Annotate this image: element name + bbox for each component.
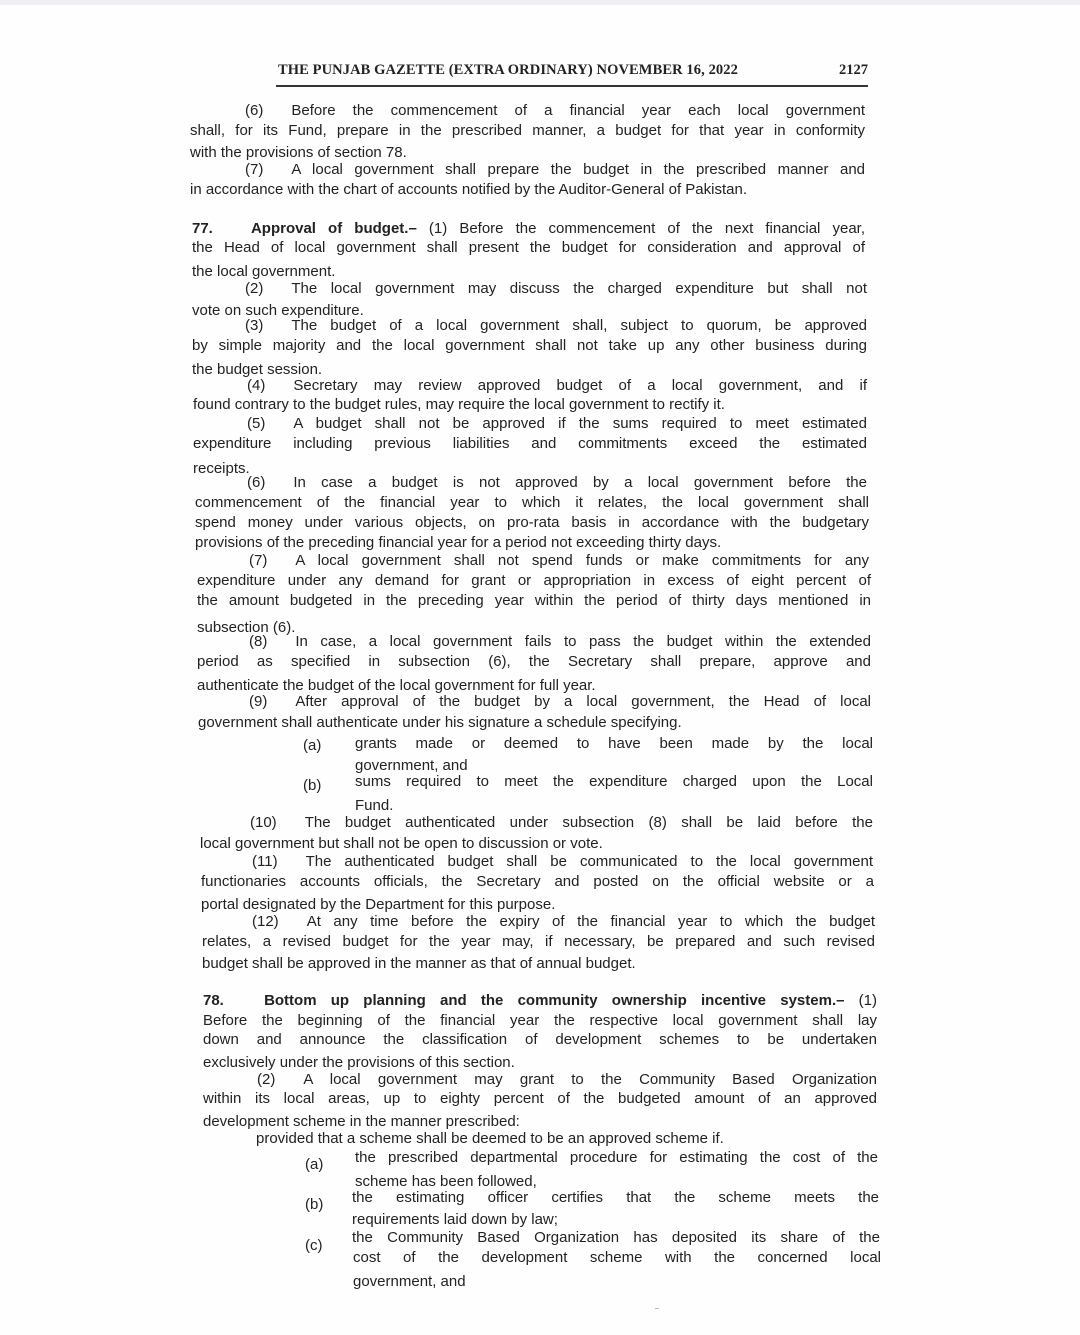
subsection-text: The budget of a local government shall, subject to quorum, be approved <box>291 317 867 334</box>
text-line <box>245 316 867 335</box>
text-line: authenticate the budget of the local government for full year. <box>197 677 596 694</box>
text-line <box>249 551 869 570</box>
text-line: Before the beginning of the financial year the respective local government shall lay <box>203 1012 877 1029</box>
text-line: subsection (6). <box>197 619 296 636</box>
subsection-marker: (10) <box>250 814 277 831</box>
subsection-marker: (2) <box>257 1071 276 1088</box>
subsection-text: A local government shall not spend funds or make commitments for any <box>295 552 869 569</box>
subsection-text: In case a budget is not approved by a local government before the <box>293 474 867 491</box>
text-line <box>247 473 867 492</box>
subsection-marker: (3) <box>245 317 264 334</box>
section-text: (1) <box>844 992 877 1009</box>
subsection-text: Before the commencement of a financial year each local government <box>291 102 865 119</box>
text-line <box>247 414 867 433</box>
text-line <box>252 912 875 931</box>
subsection-marker: (4) <box>247 377 266 394</box>
subsection-marker: (8) <box>249 633 268 650</box>
text-line: relates, a revised budget for the year may, if necessary, be prepared and such revised <box>202 933 875 950</box>
subsection-text: At any time before the expiry of the financial year to which the budget <box>306 913 875 930</box>
text-line: scheme has been followed, <box>355 1173 537 1190</box>
text-line: shall, for its Fund, prepare in the prescribed manner, a budget for that year in conformity <box>190 122 865 139</box>
text-line: spend money under various objects, on pro-rata basis in accordance with the budgetary <box>195 514 869 531</box>
text-line <box>250 813 873 832</box>
text-line: exclusively under the provisions of this section. <box>203 1054 515 1071</box>
text-line <box>247 376 867 395</box>
text-line: the Community Based Organization has deposited its share of the <box>352 1229 880 1246</box>
text-line: in accordance with the chart of accounts notified by the Auditor-General of Pakistan. <box>190 181 747 198</box>
section-heading: Approval of budget.– <box>250 220 417 237</box>
text-line <box>192 219 865 238</box>
text-line: government, and <box>353 1273 466 1290</box>
subsection-text: The budget authenticated under subsection (8) shall be laid before the <box>304 814 873 831</box>
text-line <box>257 1070 877 1089</box>
text-line: sums required to meet the expenditure charged upon the Local <box>355 773 873 790</box>
subsection-marker: (11) <box>252 853 278 870</box>
text-line: local government but shall not be open to discussion or vote. <box>200 835 603 852</box>
text-line: the Head of local government shall present the budget for consideration and approval of <box>192 239 865 256</box>
text-line: the amount budgeted in the preceding year within the period of thirty days mentioned in <box>197 592 871 609</box>
text-line <box>245 160 865 179</box>
subsection-text: After approval of the budget by a local government, the Head of local <box>295 693 871 710</box>
text-line: receipts. <box>193 460 250 477</box>
text-line <box>249 632 871 651</box>
text-line: Fund. <box>355 797 394 814</box>
text-line: provisions of the preceding financial year for a period not exceeding thirty days. <box>195 534 722 551</box>
section-number: 78. <box>203 992 239 1009</box>
scan-speck <box>655 1308 659 1309</box>
subsection-text: A local government shall prepare the budget in the prescribed manner and <box>291 161 865 178</box>
text-line <box>245 101 865 120</box>
text-line <box>249 692 871 711</box>
text-line: budget shall be approved in the manner as that of annual budget. <box>202 955 636 972</box>
subsection-text: The authenticated budget shall be communicated to the local government <box>305 853 873 870</box>
text-line: vote on such expenditure. <box>192 302 364 319</box>
subsection-text: Secretary may review approved budget of a local government, and if <box>293 377 867 394</box>
gazette-title: THE PUNJAB GAZETTE (EXTRA ORDINARY) NOVEMBER 16, 2022 <box>278 62 738 78</box>
text-line: with the provisions of section 78. <box>190 144 407 161</box>
subsection-text: The local government may discuss the charged expenditure but shall not <box>291 280 867 297</box>
subsection-marker: (7) <box>245 161 264 178</box>
section-number: 77. <box>192 220 225 237</box>
text-line: the prescribed departmental procedure for estimating the cost of the <box>355 1149 878 1166</box>
text-line: provided that a scheme shall be deemed to be an approved scheme if. <box>256 1130 724 1147</box>
subsection-text: A budget shall not be approved if the sums required to meet estimated <box>293 415 867 432</box>
text-line: commencement of the financial year to which it relates, the local government shall <box>195 494 869 511</box>
text-line: the local government. <box>192 263 336 280</box>
text-line: (c) <box>305 1237 323 1254</box>
text-line: government shall authenticate under his signature a schedule specifying. <box>198 714 682 731</box>
text-line: expenditure including previous liabilities and commitments exceed the estimated <box>193 435 867 452</box>
text-line: period as specified in subsection (6), the Secretary shall prepare, approve and <box>197 653 871 670</box>
subsection-marker: (6) <box>245 102 264 119</box>
subsection-text: A local government may grant to the Community Based Organization <box>303 1071 877 1088</box>
section-heading: Bottom up planning and the community ownership incentive system.– <box>264 992 845 1009</box>
text-line: requirements laid down by law; <box>352 1211 558 1228</box>
header-rule <box>276 85 868 87</box>
text-line: grants made or deemed to have been made by the local <box>355 735 873 752</box>
subsection-marker: (7) <box>249 552 268 569</box>
subsection-marker: (6) <box>247 474 266 491</box>
text-line <box>245 279 867 298</box>
text-line <box>252 852 873 871</box>
page-number: 2127 <box>839 62 868 78</box>
text-line: government, and <box>355 757 468 774</box>
text-line: cost of the development scheme with the concerned local <box>353 1249 881 1266</box>
subsection-marker: (12) <box>252 913 279 930</box>
text-line: (b) <box>305 1196 324 1213</box>
gazette-header <box>278 62 868 82</box>
text-line: (a) <box>303 737 322 754</box>
text-line: down and announce the classification of development schemes to be undertaken <box>203 1031 877 1048</box>
text-line: portal designated by the Department for this purpose. <box>201 896 556 913</box>
text-line: (a) <box>305 1156 324 1173</box>
subsection-text: In case, a local government fails to pass the budget within the extended <box>295 633 871 650</box>
text-line: the estimating officer certifies that the scheme meets the <box>352 1189 879 1206</box>
text-line: by simple majority and the local government shall not take up any other business during <box>192 337 867 354</box>
subsection-marker: (2) <box>245 280 264 297</box>
text-line: functionaries accounts officials, the Secretary and posted on the official website or a <box>201 873 874 890</box>
text-line: development scheme in the manner prescribed: <box>203 1113 520 1130</box>
section-text: (1) Before the commencement of the next financial year, <box>416 220 865 237</box>
text-line: within its local areas, up to eighty percent of the budgeted amount of an approved <box>203 1090 877 1107</box>
text-line: the budget session. <box>192 361 323 378</box>
text-line <box>203 991 877 1010</box>
text-line: (b) <box>303 777 322 794</box>
top-strip <box>0 0 1080 5</box>
text-line: found contrary to the budget rules, may require the local government to rectify it. <box>193 396 725 413</box>
text-line: expenditure under any demand for grant or appropriation in excess of eight percent of <box>197 572 871 589</box>
subsection-marker: (5) <box>247 415 266 432</box>
subsection-marker: (9) <box>249 693 268 710</box>
